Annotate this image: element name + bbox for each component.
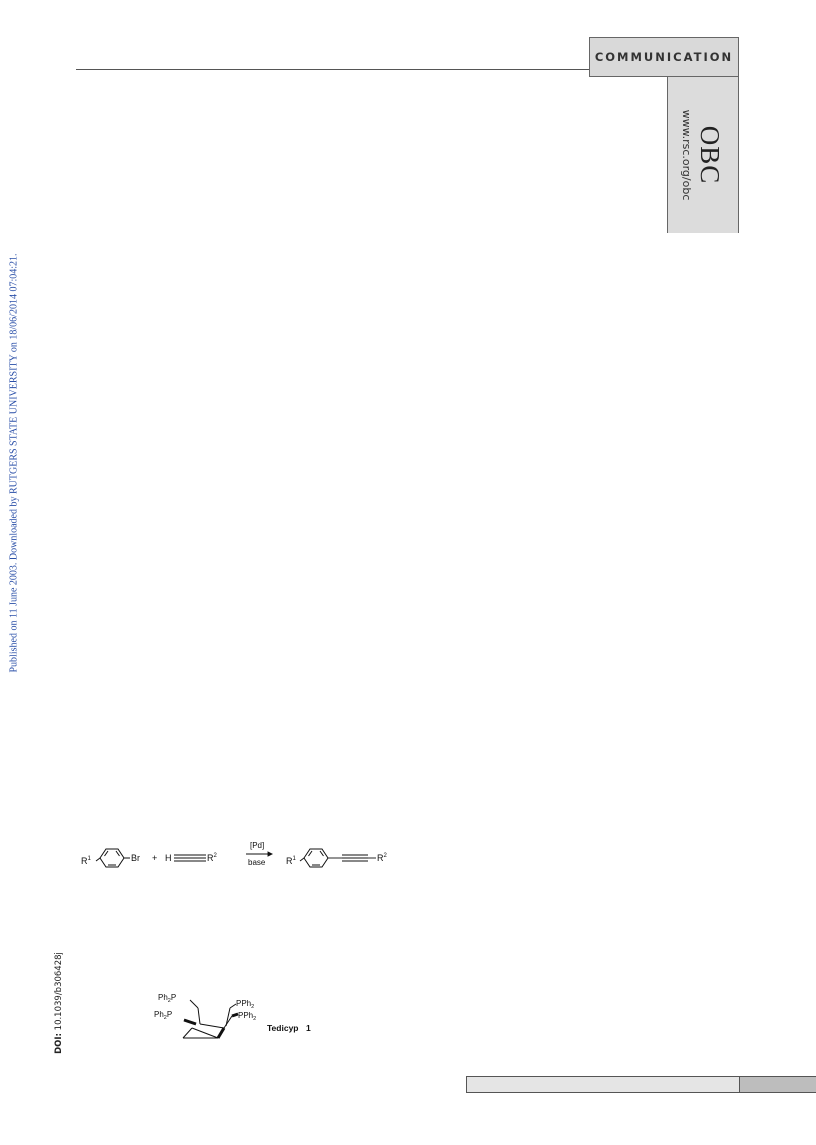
svg-text:R1: [286, 856, 297, 866]
svg-text:PPh2: [238, 1011, 256, 1022]
product-alkyne-bond: [328, 855, 376, 861]
r2-label: R: [207, 853, 214, 863]
pph2-top-label: PPh: [236, 999, 252, 1008]
product-r1-label: R: [286, 856, 293, 866]
section-label-text: COMMUNICATION: [594, 50, 734, 64]
svg-text:R2: [207, 853, 218, 863]
tedicyp-structure: [150, 990, 330, 1044]
journal-url[interactable]: www.rsc.org/obc: [680, 109, 694, 201]
reaction-arrow: [246, 852, 272, 856]
svg-text:PPh2: [236, 999, 254, 1010]
journal-title: OBC: [695, 125, 726, 185]
journal-banner: [667, 77, 739, 233]
svg-text:R1: [81, 856, 92, 866]
svg-text:Ph2P: [154, 1010, 172, 1021]
benzene-ring-product: [300, 849, 328, 867]
doi-value: 10.1039/b306428j: [54, 952, 64, 1031]
benzene-ring-reactant: [96, 849, 130, 867]
r1-label: R: [81, 856, 88, 866]
header-rule: [76, 69, 591, 70]
alkyne-bond: [174, 855, 206, 861]
product-r2-label: R: [377, 853, 384, 863]
pph2-top-sub: 2: [251, 1004, 255, 1010]
ph2p-left-ph: Ph: [154, 1010, 164, 1019]
ligand-name: Tedicyp: [267, 1023, 299, 1033]
svg-text:Ph2P: [158, 993, 176, 1004]
h-label: H: [165, 853, 172, 863]
r1-sup: 1: [87, 856, 91, 862]
catalyst-label: [Pd]: [250, 841, 265, 850]
doi-prefix: DOI:: [54, 1033, 64, 1054]
ph2p-left-sub: 2: [163, 1015, 167, 1021]
base-label: base: [248, 858, 266, 867]
ligand-number: 1: [306, 1023, 311, 1033]
reaction-scheme: [80, 836, 400, 872]
br-label: Br: [131, 853, 140, 863]
product-r2-sup: 2: [383, 853, 387, 859]
product-r1-sup: 1: [292, 856, 296, 862]
footer-page-segment: [739, 1076, 816, 1093]
ph2p-top-p: P: [170, 993, 177, 1002]
pph2-right-sub: 2: [253, 1016, 257, 1022]
ph2p-top-ph: Ph: [158, 993, 168, 1002]
ph2p-top-sub: 2: [167, 998, 171, 1004]
ph2p-left-p: P: [166, 1010, 173, 1019]
pph2-right-label: PPh: [238, 1011, 254, 1020]
plus-sign: +: [152, 853, 158, 863]
publication-stamp-link[interactable]: Published on 11 June 2003. Downloaded by RUTGERS STATE UNIVERSITY on 18/06/2014 07:04:21.: [8, 253, 20, 673]
r2-sup: 2: [213, 853, 217, 859]
svg-text:R2: [377, 853, 388, 863]
section-label: [589, 37, 739, 77]
